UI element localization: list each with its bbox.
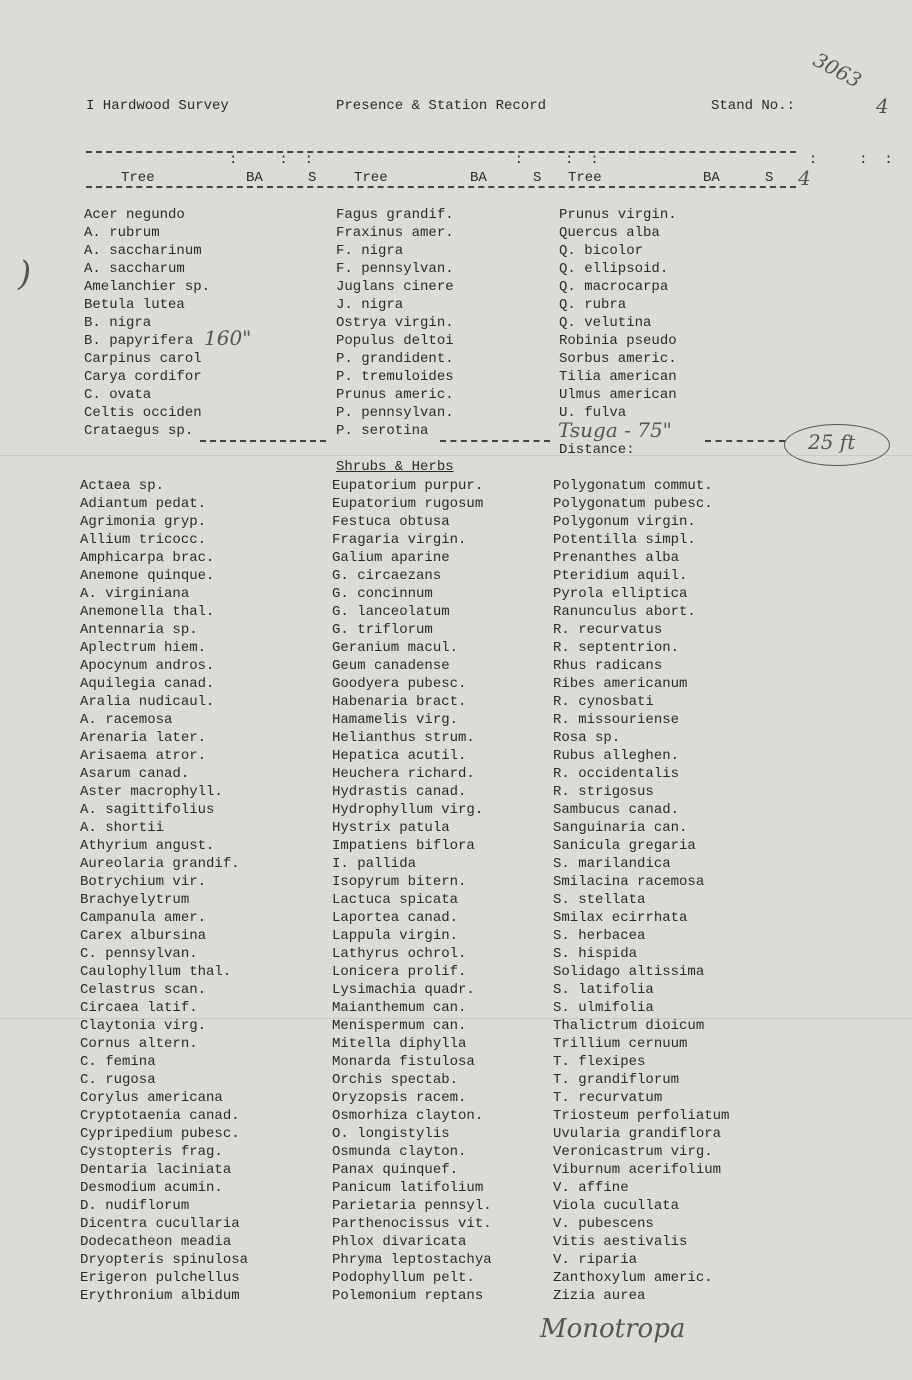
herb-species: Potentilla simpl. (553, 532, 696, 548)
tree-list-col-1 (84, 206, 210, 440)
herb-species: Zizia aurea (553, 1288, 646, 1304)
herb-species: Arenaria later. (80, 730, 207, 746)
herb-species: Actaea sp. (80, 478, 165, 494)
stand-mark: 4 (876, 94, 889, 118)
herb-species: G. triflorum (332, 622, 433, 638)
tree-species: Q. macrocarpa (559, 279, 669, 295)
herb-species: Sambucus canad. (553, 802, 680, 818)
herb-list-col-1 (80, 477, 248, 1305)
tree-species: Sorbus americ. (559, 351, 677, 367)
herb-species: Dryopteris spinulosa (80, 1252, 249, 1268)
herb-species: T. flexipes (553, 1054, 646, 1070)
tree-species: Q. velutina (559, 315, 652, 331)
herb-species: S. herbacea (553, 928, 646, 944)
herb-species: Geum canadense (332, 658, 450, 674)
tree-species: Q. ellipsoid. (559, 261, 669, 277)
tree-species: P. pennsylvan. (336, 405, 454, 421)
herb-species: Lonicera prolif. (332, 964, 467, 980)
col-header-s-2: S (533, 170, 542, 186)
herb-species: Uvularia grandiflora (553, 1126, 722, 1142)
tree-species: Amelanchier sp. (84, 279, 211, 295)
herb-species: Polemonium reptans (332, 1288, 484, 1304)
herb-species: S. stellata (553, 892, 646, 908)
herb-species: S. latifolia (553, 982, 654, 998)
herb-species: Eupatorium rugosum (332, 496, 484, 512)
herb-species: Rubus alleghen. (553, 748, 680, 764)
herb-species: Sanguinaria can. (553, 820, 688, 836)
herb-species: Osmunda clayton. (332, 1144, 467, 1160)
tree-species: Q. rubra (559, 297, 627, 313)
col-header-ba-2: BA (470, 170, 487, 186)
herb-species: Hamamelis virg. (332, 712, 459, 728)
herb-species: Thalictrum dioicum (553, 1018, 705, 1034)
herb-species: A. sagittifolius (80, 802, 215, 818)
tree-species: Robinia pseudo (559, 333, 677, 349)
col-header-tree-2: Tree (354, 170, 388, 186)
herb-species: A. shortii (80, 820, 165, 836)
herb-species: Rosa sp. (553, 730, 621, 746)
stamp-number: 3063 (809, 47, 866, 93)
herb-species: R. septentrion. (553, 640, 680, 656)
herb-species: T. recurvatum (553, 1090, 663, 1106)
herb-species: Geranium macul. (332, 640, 459, 656)
herb-species: Rhus radicans (553, 658, 663, 674)
herb-species: O. longistylis (332, 1126, 450, 1142)
herb-species: Phlox divaricata (332, 1234, 467, 1250)
tree-species: F. nigra (336, 243, 404, 259)
tree-species: Acer negundo (84, 207, 185, 223)
tree-species: Crataegus sp. (84, 423, 194, 439)
tree-species: A. saccharinum (84, 243, 202, 259)
tree-list-col-3 (559, 206, 677, 422)
herb-species: Fragaria virgin. (332, 532, 467, 548)
herb-species: Athyrium angust. (80, 838, 215, 854)
tree-species: Ulmus american (559, 387, 677, 403)
tree-species: Quercus alba (559, 225, 660, 241)
tree-species: Juglans cinere (336, 279, 454, 295)
header-dash-line-bottom (86, 186, 796, 188)
tree-species: P. serotina (336, 423, 429, 439)
herb-species: R. strigosus (553, 784, 654, 800)
header-survey-title: I Hardwood Survey (86, 98, 229, 114)
herb-species: Hystrix patula (332, 820, 450, 836)
herb-species: Osmorhiza clayton. (332, 1108, 484, 1124)
herb-species: Helianthus strum. (332, 730, 475, 746)
herb-species: Smilacina racemosa (553, 874, 705, 890)
header-stand-label: Stand No.: (711, 98, 796, 114)
herb-species: Prenanthes alba (553, 550, 680, 566)
tree-species: Tilia american (559, 369, 677, 385)
herb-species: R. cynosbati (553, 694, 654, 710)
herb-species: R. missouriense (553, 712, 680, 728)
herb-species: Aquilegia canad. (80, 676, 215, 692)
tree-species: A. saccharum (84, 261, 185, 277)
col-header-tree-3: Tree (568, 170, 602, 186)
herb-species: Trillium cernuum (553, 1036, 688, 1052)
herb-species: V. affine (553, 1180, 629, 1196)
herb-species: Desmodium acumin. (80, 1180, 223, 1196)
herb-list-col-2 (332, 477, 492, 1305)
herb-species: G. concinnum (332, 586, 433, 602)
herb-species: Eupatorium purpur. (332, 478, 484, 494)
tree-species: U. fulva (559, 405, 627, 421)
tree-species: J. nigra (336, 297, 404, 313)
tree-species: P. grandident. (336, 351, 454, 367)
shrubs-herbs-header: Shrubs & Herbs (336, 459, 454, 475)
col-header-s-3: S (765, 170, 774, 186)
herb-species: Oryzopsis racem. (332, 1090, 467, 1106)
herb-species: Cypripedium pubesc. (80, 1126, 240, 1142)
trees-dash-line-2 (440, 440, 550, 442)
herb-species: Parthenocissus vit. (332, 1216, 492, 1232)
herb-species: Allium tricocc. (80, 532, 207, 548)
herb-species: Apocynum andros. (80, 658, 215, 674)
herb-species: Agrimonia gryp. (80, 514, 207, 530)
herb-species: Panax quinquef. (332, 1162, 459, 1178)
herb-species: Impatiens biflora (332, 838, 475, 854)
herb-species: Galium aparine (332, 550, 450, 566)
herb-species: Smilax ecirrhata (553, 910, 688, 926)
herb-species: Viola cucullata (553, 1198, 680, 1214)
herb-species: Adiantum pedat. (80, 496, 207, 512)
herb-species: Polygonatum pubesc. (553, 496, 713, 512)
left-bracket-mark: ) (18, 254, 32, 294)
herb-species: Polygonatum commut. (553, 478, 713, 494)
col-header-ba-3: BA (703, 170, 720, 186)
herb-species: Hydrophyllum virg. (332, 802, 484, 818)
tree-species: Populus deltoi (336, 333, 454, 349)
herb-species: Viburnum acerifolium (553, 1162, 722, 1178)
col-header-mark: 4 (798, 166, 811, 190)
col-header-s-1: S (308, 170, 317, 186)
tree-species: A. rubrum (84, 225, 160, 241)
herb-species: Anemone quinque. (80, 568, 215, 584)
tree-species: Betula lutea (84, 297, 185, 313)
tree-species: Prunus americ. (336, 387, 454, 403)
herb-species: Antennaria sp. (80, 622, 198, 638)
herb-species: A. virginiana (80, 586, 190, 602)
herb-species: Orchis spectab. (332, 1072, 459, 1088)
tree-species: Q. bicolor (559, 243, 644, 259)
herb-species: Veronicastrum virg. (553, 1144, 713, 1160)
herb-species: C. rugosa (80, 1072, 156, 1088)
tree-species: C. ovata (84, 387, 152, 403)
herb-species: Asarum canad. (80, 766, 190, 782)
distance-label: Distance: (559, 442, 635, 458)
monotropa-note: Monotropa (540, 1314, 686, 1344)
herb-species: T. grandiflorum (553, 1072, 680, 1088)
herb-species: Botrychium vir. (80, 874, 207, 890)
herb-species: G. circaezans (332, 568, 442, 584)
herb-species: Pteridium aquil. (553, 568, 688, 584)
herb-species: V. pubescens (553, 1216, 654, 1232)
herb-species: Festuca obtusa (332, 514, 450, 530)
tree-species: Carpinus carol (84, 351, 202, 367)
herb-species: R. occidentalis (553, 766, 680, 782)
herb-species: Hepatica acutil. (332, 748, 467, 764)
herb-species: Polygonum virgin. (553, 514, 696, 530)
herb-species: Circaea latif. (80, 1000, 198, 1016)
herb-species: Erythronium albidum (80, 1288, 240, 1304)
herb-species: Menispermum can. (332, 1018, 467, 1034)
tree-species: B. nigra (84, 315, 152, 331)
herb-species: C. femina (80, 1054, 156, 1070)
herb-species: A. racemosa (80, 712, 173, 728)
herb-species: S. hispida (553, 946, 638, 962)
herb-species: Phryma leptostachya (332, 1252, 492, 1268)
tree-species: F. pennsylvan. (336, 261, 454, 277)
herb-species: Aureolaria grandif. (80, 856, 240, 872)
tree-species: Ostrya virgin. (336, 315, 454, 331)
col-header-tree-1: Tree (121, 170, 155, 186)
papyrifera-note: 160" (204, 326, 252, 350)
header-record-title: Presence & Station Record (336, 98, 547, 114)
herb-species: Mitella diphylla (332, 1036, 467, 1052)
tree-species: Carya cordifor (84, 369, 202, 385)
herb-species: Heuchera richard. (332, 766, 475, 782)
herb-species: Pyrola elliptica (553, 586, 688, 602)
herb-species: Arisaema atror. (80, 748, 207, 764)
trees-dash-line-3 (705, 440, 785, 442)
distance-value: 25 ft (808, 430, 856, 454)
herb-species: D. nudiflorum (80, 1198, 190, 1214)
herb-species: Goodyera pubesc. (332, 676, 467, 692)
herb-species: Ranunculus abort. (553, 604, 696, 620)
herb-list-col-3 (553, 477, 729, 1305)
herb-species: Dodecatheon meadia (80, 1234, 232, 1250)
herb-species: Campanula amer. (80, 910, 207, 926)
herb-species: C. pennsylvan. (80, 946, 198, 962)
herb-species: I. pallida (332, 856, 417, 872)
herb-species: Aster macrophyll. (80, 784, 223, 800)
header-separators: : : : : : : : : : (229, 152, 893, 168)
herb-species: Carex albursina (80, 928, 207, 944)
herb-species: G. lanceolatum (332, 604, 450, 620)
herb-species: Celastrus scan. (80, 982, 207, 998)
herb-species: Cornus altern. (80, 1036, 198, 1052)
herb-species: Isopyrum bitern. (332, 874, 467, 890)
tree-list-col-2 (336, 206, 454, 440)
herb-species: Ribes americanum (553, 676, 688, 692)
herb-species: Corylus americana (80, 1090, 223, 1106)
herb-species: Amphicarpa brac. (80, 550, 215, 566)
herb-species: Laportea canad. (332, 910, 459, 926)
tree-species: Fraxinus amer. (336, 225, 454, 241)
tsuga-note: Tsuga - 75" (558, 418, 672, 442)
herb-species: Dentaria laciniata (80, 1162, 232, 1178)
col-header-ba-1: BA (246, 170, 263, 186)
herb-species: Panicum latifolium (332, 1180, 484, 1196)
tree-species: Prunus virgin. (559, 207, 677, 223)
tree-species: Celtis occiden (84, 405, 202, 421)
herb-species: Anemonella thal. (80, 604, 215, 620)
herb-species: Vitis aestivalis (553, 1234, 688, 1250)
herb-species: Erigeron pulchellus (80, 1270, 240, 1286)
trees-dash-line-1 (200, 440, 326, 442)
herb-species: Parietaria pennsyl. (332, 1198, 492, 1214)
herb-species: Hydrastis canad. (332, 784, 467, 800)
herb-species: Triosteum perfoliatum (553, 1108, 730, 1124)
herb-species: S. ulmifolia (553, 1000, 654, 1016)
herb-species: Lathyrus ochrol. (332, 946, 467, 962)
herb-species: Cryptotaenia canad. (80, 1108, 240, 1124)
paper-fold-line (0, 455, 912, 456)
herb-species: Claytonia virg. (80, 1018, 207, 1034)
herb-species: Cystopteris frag. (80, 1144, 223, 1160)
tree-species: B. papyrifera (84, 333, 194, 349)
tree-species: P. tremuloides (336, 369, 454, 385)
herb-species: Brachyelytrum (80, 892, 190, 908)
herb-species: Aralia nudicaul. (80, 694, 215, 710)
herb-species: Monarda fistulosa (332, 1054, 475, 1070)
herb-species: Sanicula gregaria (553, 838, 696, 854)
herb-species: R. recurvatus (553, 622, 663, 638)
herb-species: Lysimachia quadr. (332, 982, 475, 998)
herb-species: Lactuca spicata (332, 892, 459, 908)
herb-species: Solidago altissima (553, 964, 705, 980)
herb-species: V. riparia (553, 1252, 638, 1268)
herb-species: Dicentra cucullaria (80, 1216, 240, 1232)
herb-species: Lappula virgin. (332, 928, 459, 944)
herb-species: Aplectrum hiem. (80, 640, 207, 656)
herb-species: Caulophyllum thal. (80, 964, 232, 980)
herb-species: S. marilandica (553, 856, 671, 872)
herb-species: Habenaria bract. (332, 694, 467, 710)
herb-species: Maianthemum can. (332, 1000, 467, 1016)
tree-species: Fagus grandif. (336, 207, 454, 223)
herb-species: Zanthoxylum americ. (553, 1270, 713, 1286)
herb-species: Podophyllum pelt. (332, 1270, 475, 1286)
